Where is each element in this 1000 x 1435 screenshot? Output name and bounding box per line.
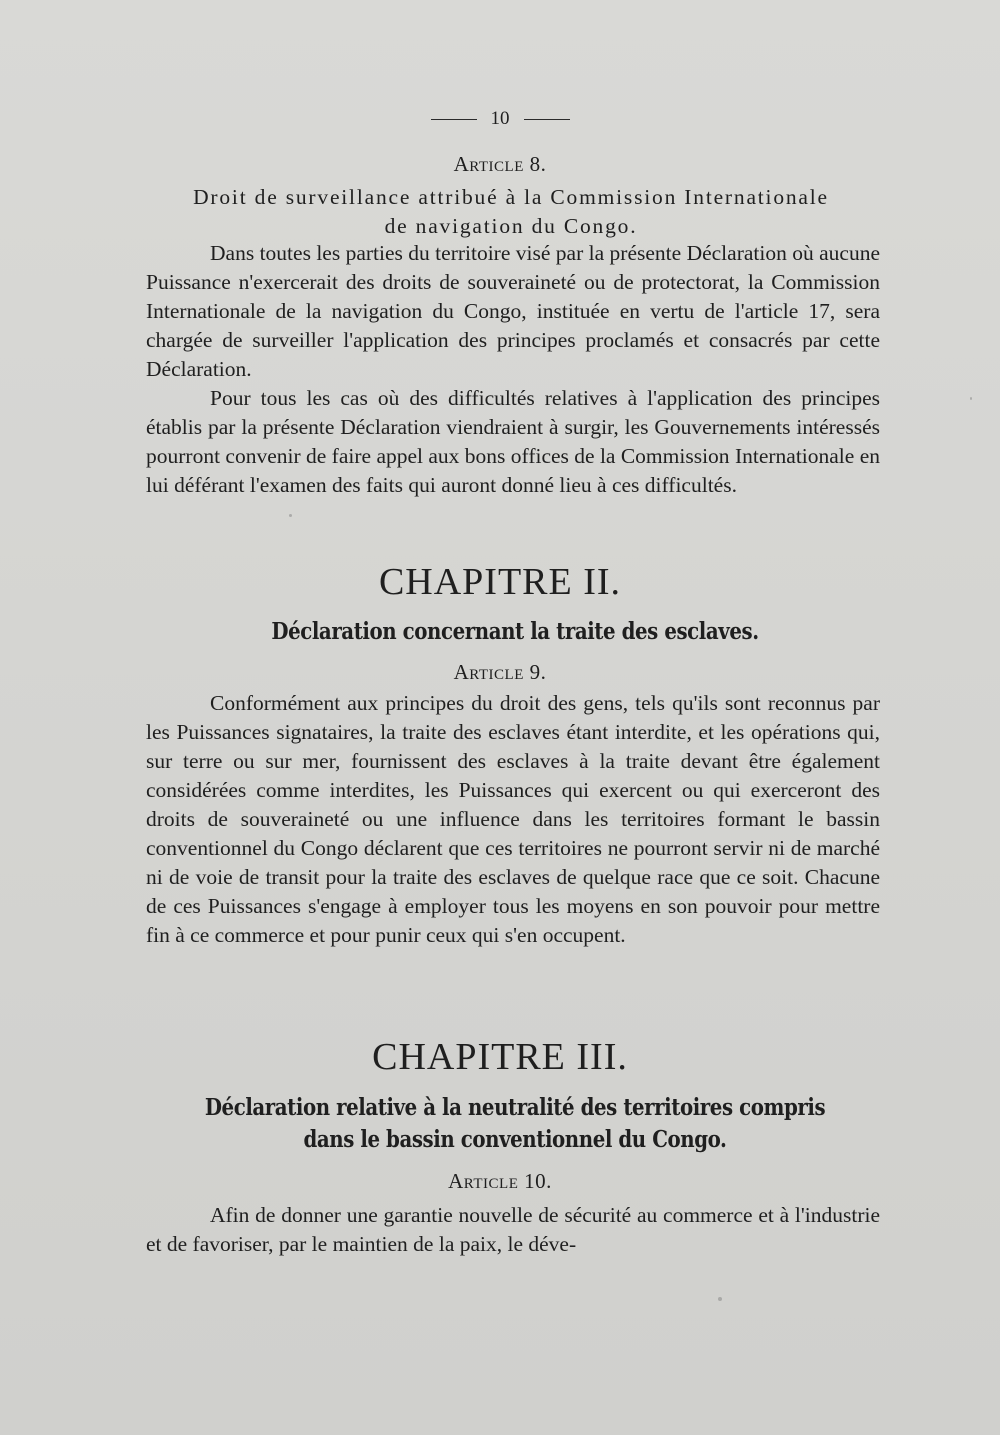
chapter-3-subtitle: Déclaration relative à la neutralité des territoires compris dans le bassin conventionnel du Congo. — [204, 1094, 826, 1153]
page-number-right-rule — [524, 119, 570, 120]
article-9-heading: Article 9. — [453, 660, 547, 684]
article-8-heading: Article 8. — [453, 152, 547, 176]
article-8-body — [146, 239, 880, 500]
article-8-paragraph-1: Dans toutes les parties du territoire visé par la présente Déclaration où aucune Puissance n'exercerait des droits de souveraineté ou de protectorat, la Commission Internationale de la navigation du Congo, instituée en vertu de l'article 17, sera chargée de surveiller l'application des principes proclamés et consacrés par cette Déclaration. — [146, 241, 880, 381]
page-number — [0, 108, 1000, 130]
article-9-paragraph: Conformément aux principes du droit des gens, tels qu'ils sont reconnus par les Puissances signataires, la traite des esclaves étant interdite, et les opérations qui, sur terre ou sur mer, fournissent des esclaves à la traite devant être également considérées comme interdites, les Puissances qui exercent ou qui exerceront des droits de souveraineté ou une influence dans les territoires formant le bassin conventionnel du Congo déclarent que ces territoires ne pourront servir ni de marché ni de voie de transit pour la traite des esclaves de quelque race que ce soit. Chacune de ces Puissances s'engage à employer tous les moyens en son pouvoir pour mettre fin à ce commerce et pour punir ceux qui s'en occupent. — [146, 691, 880, 947]
article-10-body — [146, 1201, 880, 1259]
article-9-body — [146, 689, 880, 950]
article-8-paragraph-2: Pour tous les cas où des difficultés relatives à l'application des principes établis par la présente Déclaration viendraient à surgir, les Gouvernements intéressés pourront convenir de faire appel aux bons offices de la Commission Internationale en lui déférant l'examen des faits qui auront donné lieu à ces difficultés. — [146, 386, 880, 497]
chapter-2-subtitle: Déclaration concernant la traite des esclaves. — [271, 618, 759, 645]
chapter-3-heading: CHAPITRE III. — [372, 1036, 628, 1078]
chapter-2-heading: CHAPITRE II. — [378, 561, 622, 603]
scan-speck — [970, 397, 972, 400]
page-number-left-rule — [431, 119, 477, 120]
scan-speck — [718, 1297, 722, 1301]
article-10-heading: Article 10. — [448, 1169, 552, 1193]
page-number-value: 10 — [490, 108, 510, 129]
scan-speck — [289, 514, 292, 517]
article-10-paragraph: Afin de donner une garantie nouvelle de sécurité au commerce et à l'industrie et de favoriser, par le maintien de la paix, le déve- — [146, 1203, 880, 1256]
article-8-title: Droit de surveillance attribué à la Commission Internationale de navigation du Congo. — [193, 185, 829, 238]
